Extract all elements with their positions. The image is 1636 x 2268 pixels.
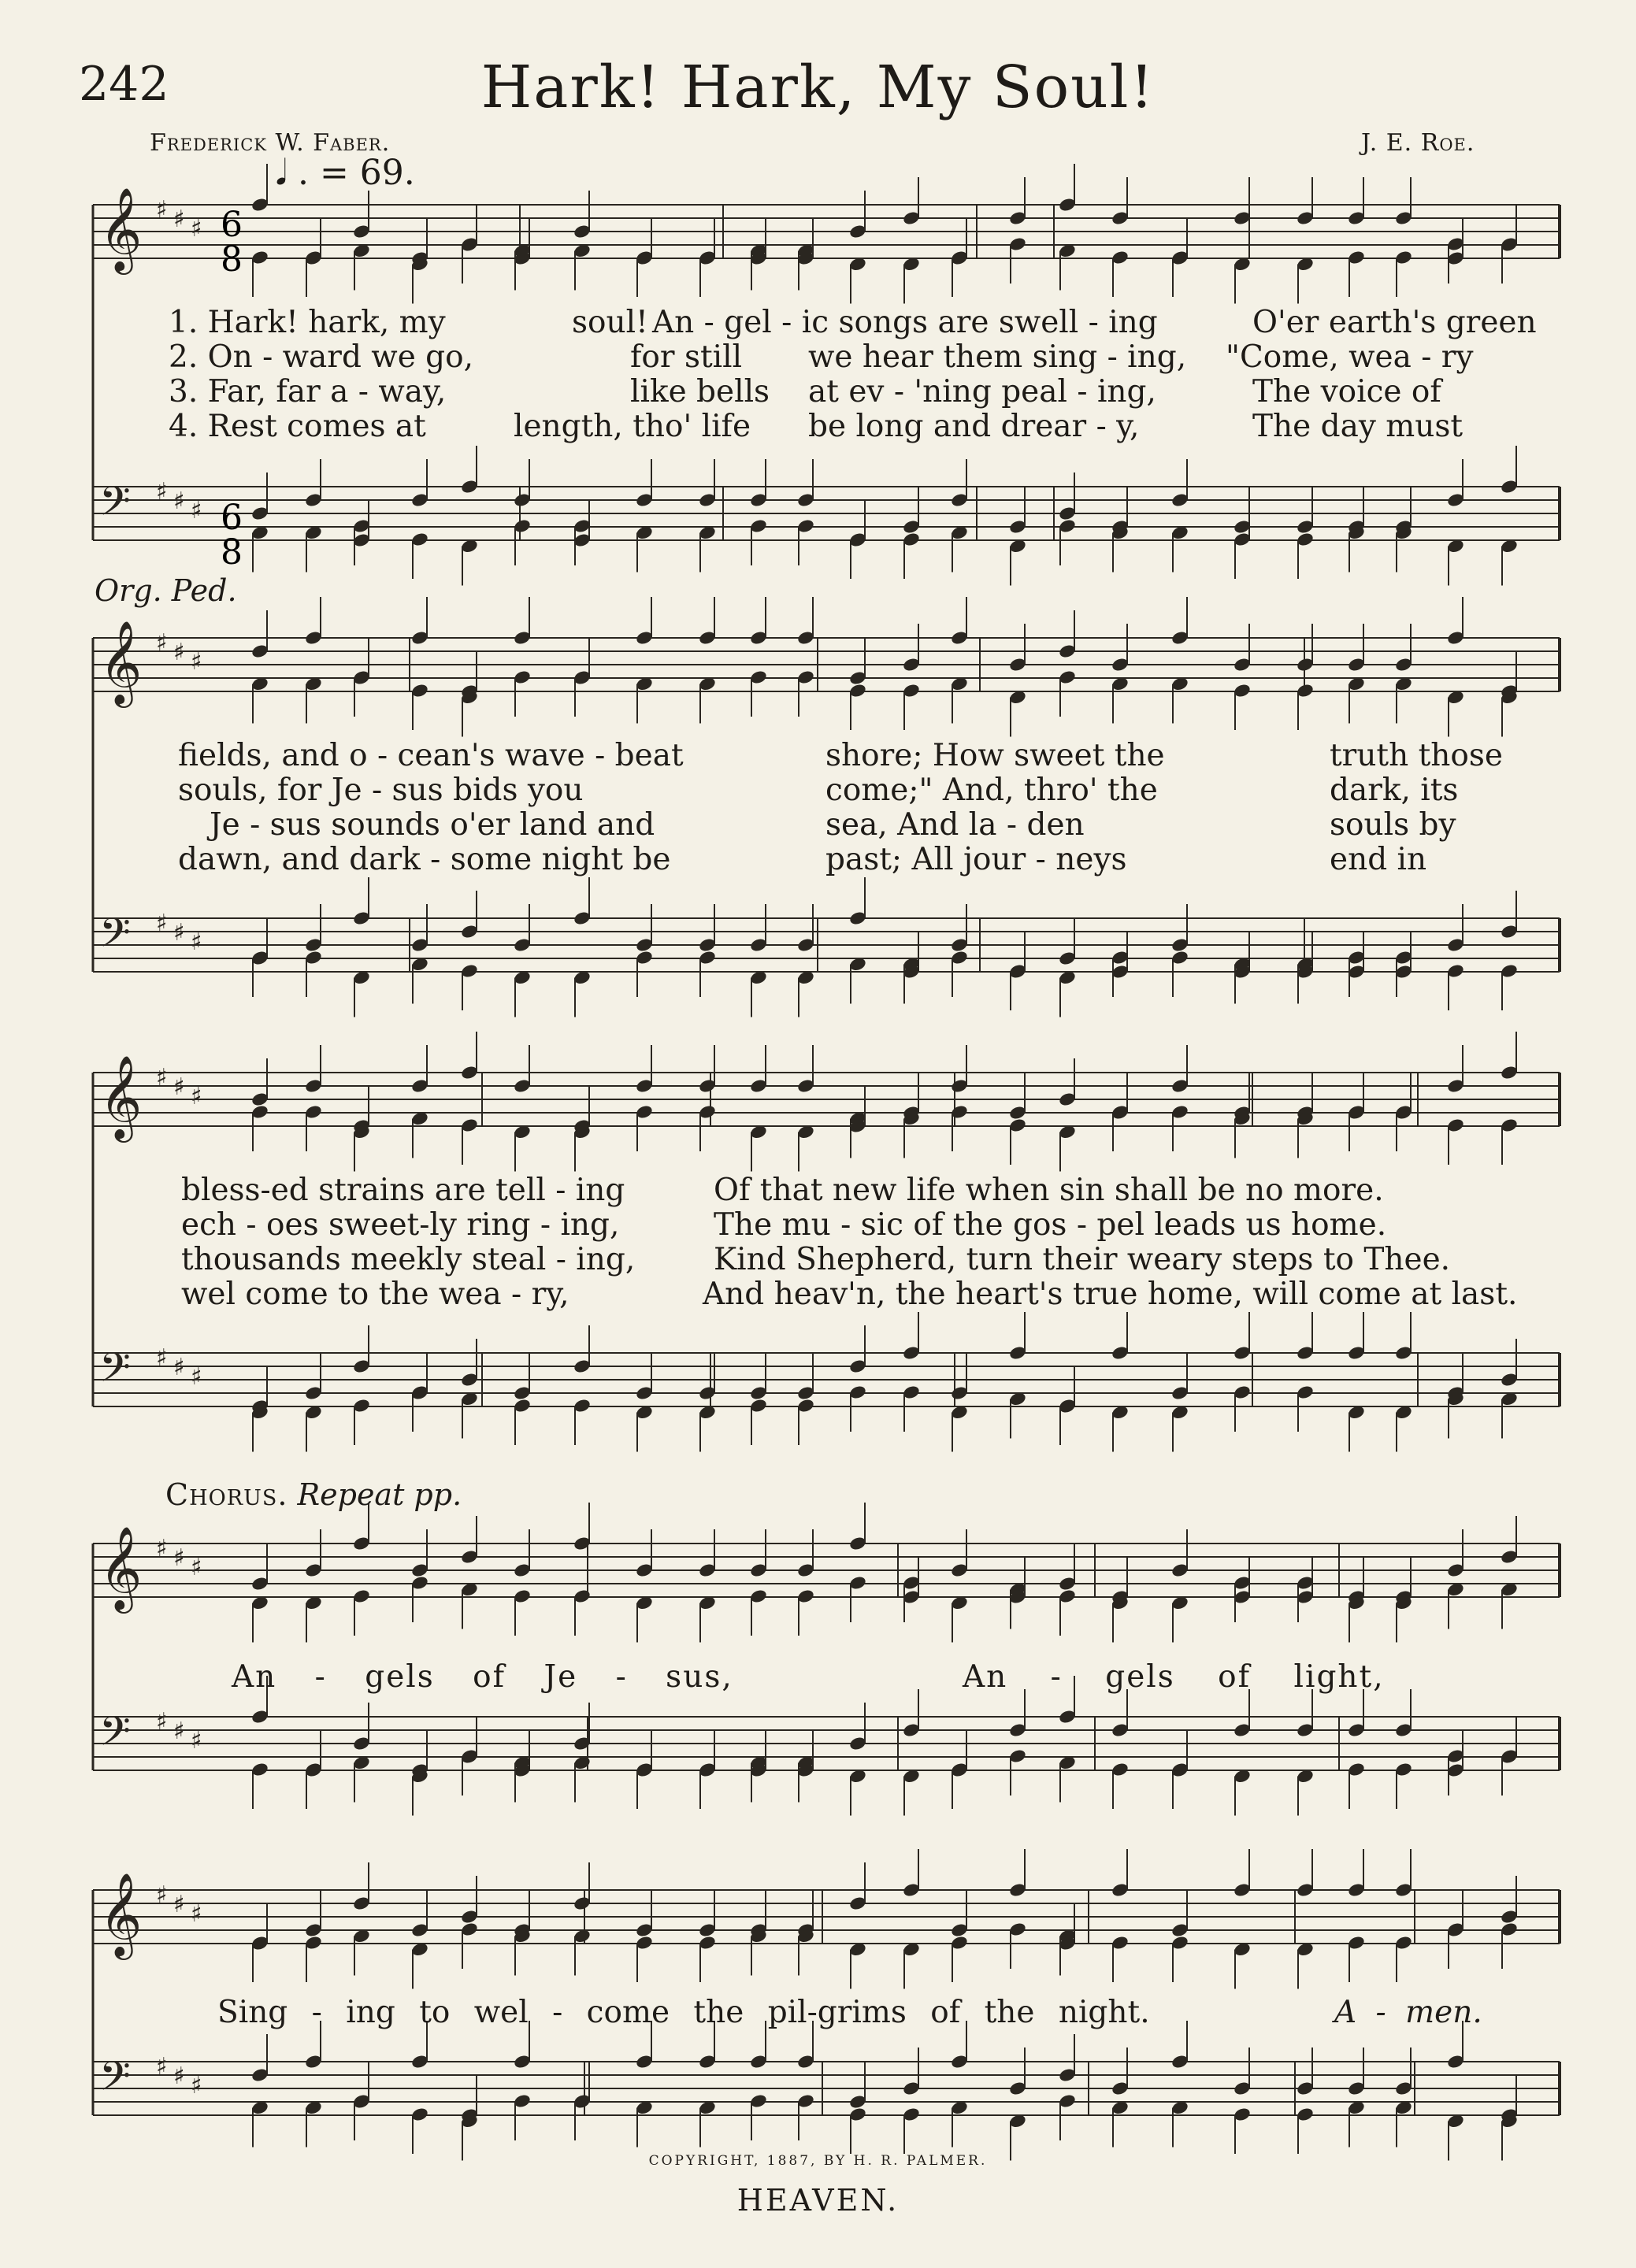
lyric-s3-v2-a: ech - oes sweet-ly ring - ing,: [181, 1207, 620, 1243]
lyric-s1-v2-a: 2. On - ward we go,: [169, 339, 474, 375]
svg-text:𝄢: 𝄢: [99, 2052, 131, 2110]
lyric-s1-v4-a: 4. Rest comes at: [169, 409, 426, 444]
tune-name: HEAVEN.: [736, 2183, 900, 2218]
author-credit: Frederick W. Faber.: [150, 129, 391, 157]
svg-text:♯: ♯: [173, 2062, 185, 2090]
svg-text:♯: ♯: [191, 2072, 202, 2099]
svg-text:𝄢: 𝄢: [99, 1707, 131, 1765]
time-signature-bottom-bass: 8: [221, 532, 243, 573]
lyric-s1-v4-c: be long and drear - y,: [808, 409, 1140, 444]
tempo-marking: 𝅘𝅥 . = 69.: [276, 153, 415, 193]
lyric-s1-v3-b: like bells: [630, 374, 770, 410]
svg-text:♯: ♯: [173, 1073, 185, 1101]
lyric-s1-v4-b: length, tho' life: [514, 409, 751, 444]
lyric-s3-v2-b: The mu - sic of the gos - pel leads us home.: [714, 1207, 1387, 1243]
svg-text:𝄞: 𝄞: [99, 187, 143, 271]
svg-text:𝄞: 𝄞: [99, 620, 143, 704]
staff-lines: [93, 187, 1560, 2115]
svg-text:♯: ♯: [191, 215, 202, 243]
svg-text:♯: ♯: [191, 1083, 202, 1110]
svg-text:♯: ♯: [173, 487, 185, 515]
lyric-s4-b: An - gels of light,: [963, 1659, 1385, 1695]
svg-text:♯: ♯: [156, 2053, 168, 2081]
organ-pedal-marking: Org. Ped.: [95, 573, 237, 608]
svg-text:♯: ♯: [191, 497, 202, 524]
svg-text:♯: ♯: [173, 206, 185, 233]
time-signature-top-bass: 6: [221, 498, 243, 538]
lyric-s1-v2-c: we hear them sing - ing,: [808, 339, 1187, 375]
svg-text:♯: ♯: [191, 1554, 202, 1581]
svg-text:♯: ♯: [156, 478, 168, 506]
svg-text:𝄞: 𝄞: [99, 1872, 143, 1956]
svg-text:♯: ♯: [191, 1900, 202, 1928]
svg-text:♯: ♯: [156, 1064, 168, 1091]
lyric-s1-v1-d: O'er earth's green: [1252, 305, 1537, 340]
svg-text:𝄢: 𝄢: [99, 477, 131, 535]
svg-text:♯: ♯: [156, 196, 168, 224]
lyric-s4-a: An - gels of Je - sus,: [232, 1659, 733, 1695]
lyric-s1-v2-b: for still: [630, 339, 743, 375]
lyric-s5-amen: A - men.: [1334, 1995, 1482, 2030]
svg-text:♯: ♯: [173, 639, 185, 666]
svg-text:♯: ♯: [191, 648, 202, 676]
svg-text:♯: ♯: [156, 1344, 168, 1372]
lyric-s2-v2-a: souls, for Je - sus bids you: [178, 773, 584, 808]
svg-text:♯: ♯: [191, 1363, 202, 1391]
svg-text:♯: ♯: [173, 1718, 185, 1745]
lyric-s3-v1-a: bless-ed strains are tell - ing: [181, 1173, 625, 1208]
copyright-notice: COPYRIGHT, 1887, BY H. R. PALMER.: [648, 2153, 988, 2169]
svg-text:♯: ♯: [156, 629, 168, 657]
time-signature-bottom: 8: [221, 239, 243, 280]
svg-text:𝄢: 𝄢: [99, 909, 131, 966]
svg-text:♯: ♯: [156, 1535, 168, 1562]
chorus-label: [165, 1477, 462, 1512]
lyric-s3-v3-a: thousands meekly steal - ing,: [181, 1242, 636, 1277]
lyric-s2-v4-c: end in: [1330, 842, 1427, 877]
svg-text:♯: ♯: [173, 1354, 185, 1381]
lyric-s2-v1-c: truth those: [1330, 738, 1503, 773]
lyric-s3-v1-b: Of that new life when sin shall be no more.: [714, 1173, 1384, 1208]
lyric-s2-v2-c: dark, its: [1330, 773, 1459, 808]
lyric-s2-v1-a: fields, and o - cean's wave - beat: [178, 738, 684, 773]
lyric-s1-v1-b: soul!: [572, 305, 648, 340]
svg-text:𝄞: 𝄞: [99, 1525, 143, 1610]
svg-text:𝄢: 𝄢: [99, 1343, 131, 1401]
lyric-s2-v3-b: sea, And la - den: [825, 807, 1085, 843]
svg-text:♯: ♯: [156, 1881, 168, 1909]
lyric-s1-v3-a: 3. Far, far a - way,: [169, 374, 447, 410]
chorus-word: Chorus.: [165, 1477, 288, 1512]
svg-text:♯: ♯: [173, 1544, 185, 1572]
lyric-s2-v4-a: dawn, and dark - some night be: [178, 842, 671, 877]
lyric-s1-v2-d: "Come, wea - ry: [1226, 339, 1474, 375]
lyric-s2-v3-a: Je - sus sounds o'er land and: [210, 807, 655, 843]
composer-credit: J. E. Roe.: [1361, 129, 1475, 157]
svg-text:♯: ♯: [156, 1708, 168, 1736]
svg-text:♯: ♯: [191, 928, 202, 956]
lyric-s2-v2-b: come;" And, thro' the: [825, 773, 1158, 808]
chorus-direction: Repeat pp.: [297, 1477, 462, 1512]
note-heads: [250, 164, 1519, 2161]
svg-text:𝄞: 𝄞: [99, 1054, 143, 1139]
page-number: 242: [79, 57, 169, 112]
lyric-s5-a: Sing - ing to wel - come the pil-grims of the night.: [217, 1995, 1150, 2030]
lyric-s3-v3-b: Kind Shepherd, turn their weary steps to Thee.: [714, 1242, 1451, 1277]
time-signature-top: 6: [221, 205, 243, 245]
svg-text:♯: ♯: [173, 919, 185, 947]
svg-text:♯: ♯: [173, 1891, 185, 1918]
lyric-s2-v4-b: past; All jour - neys: [825, 842, 1127, 877]
lyric-s1-v3-d: The voice of: [1252, 374, 1441, 410]
lyric-s1-v1-c: An - gel - ic songs are swell - ing: [652, 305, 1158, 340]
svg-text:♯: ♯: [156, 910, 168, 937]
lyric-s3-v4-a: wel come to the wea - ry,: [181, 1277, 569, 1312]
svg-text:♯: ♯: [191, 1727, 202, 1755]
hymn-title: Hark! Hark, My Soul!: [480, 54, 1156, 121]
lyric-s1-v1-a: 1. Hark! hark, my: [169, 305, 446, 340]
lyric-s2-v3-c: souls by: [1330, 807, 1456, 843]
lyric-s2-v1-b: shore; How sweet the: [825, 738, 1165, 773]
lyric-s1-v4-d: The day must: [1252, 409, 1463, 444]
lyric-s1-v3-c: at ev - 'ning peal - ing,: [808, 374, 1156, 410]
lyric-s3-v4-b: And heav'n, the heart's true home, will come at last.: [703, 1277, 1518, 1312]
